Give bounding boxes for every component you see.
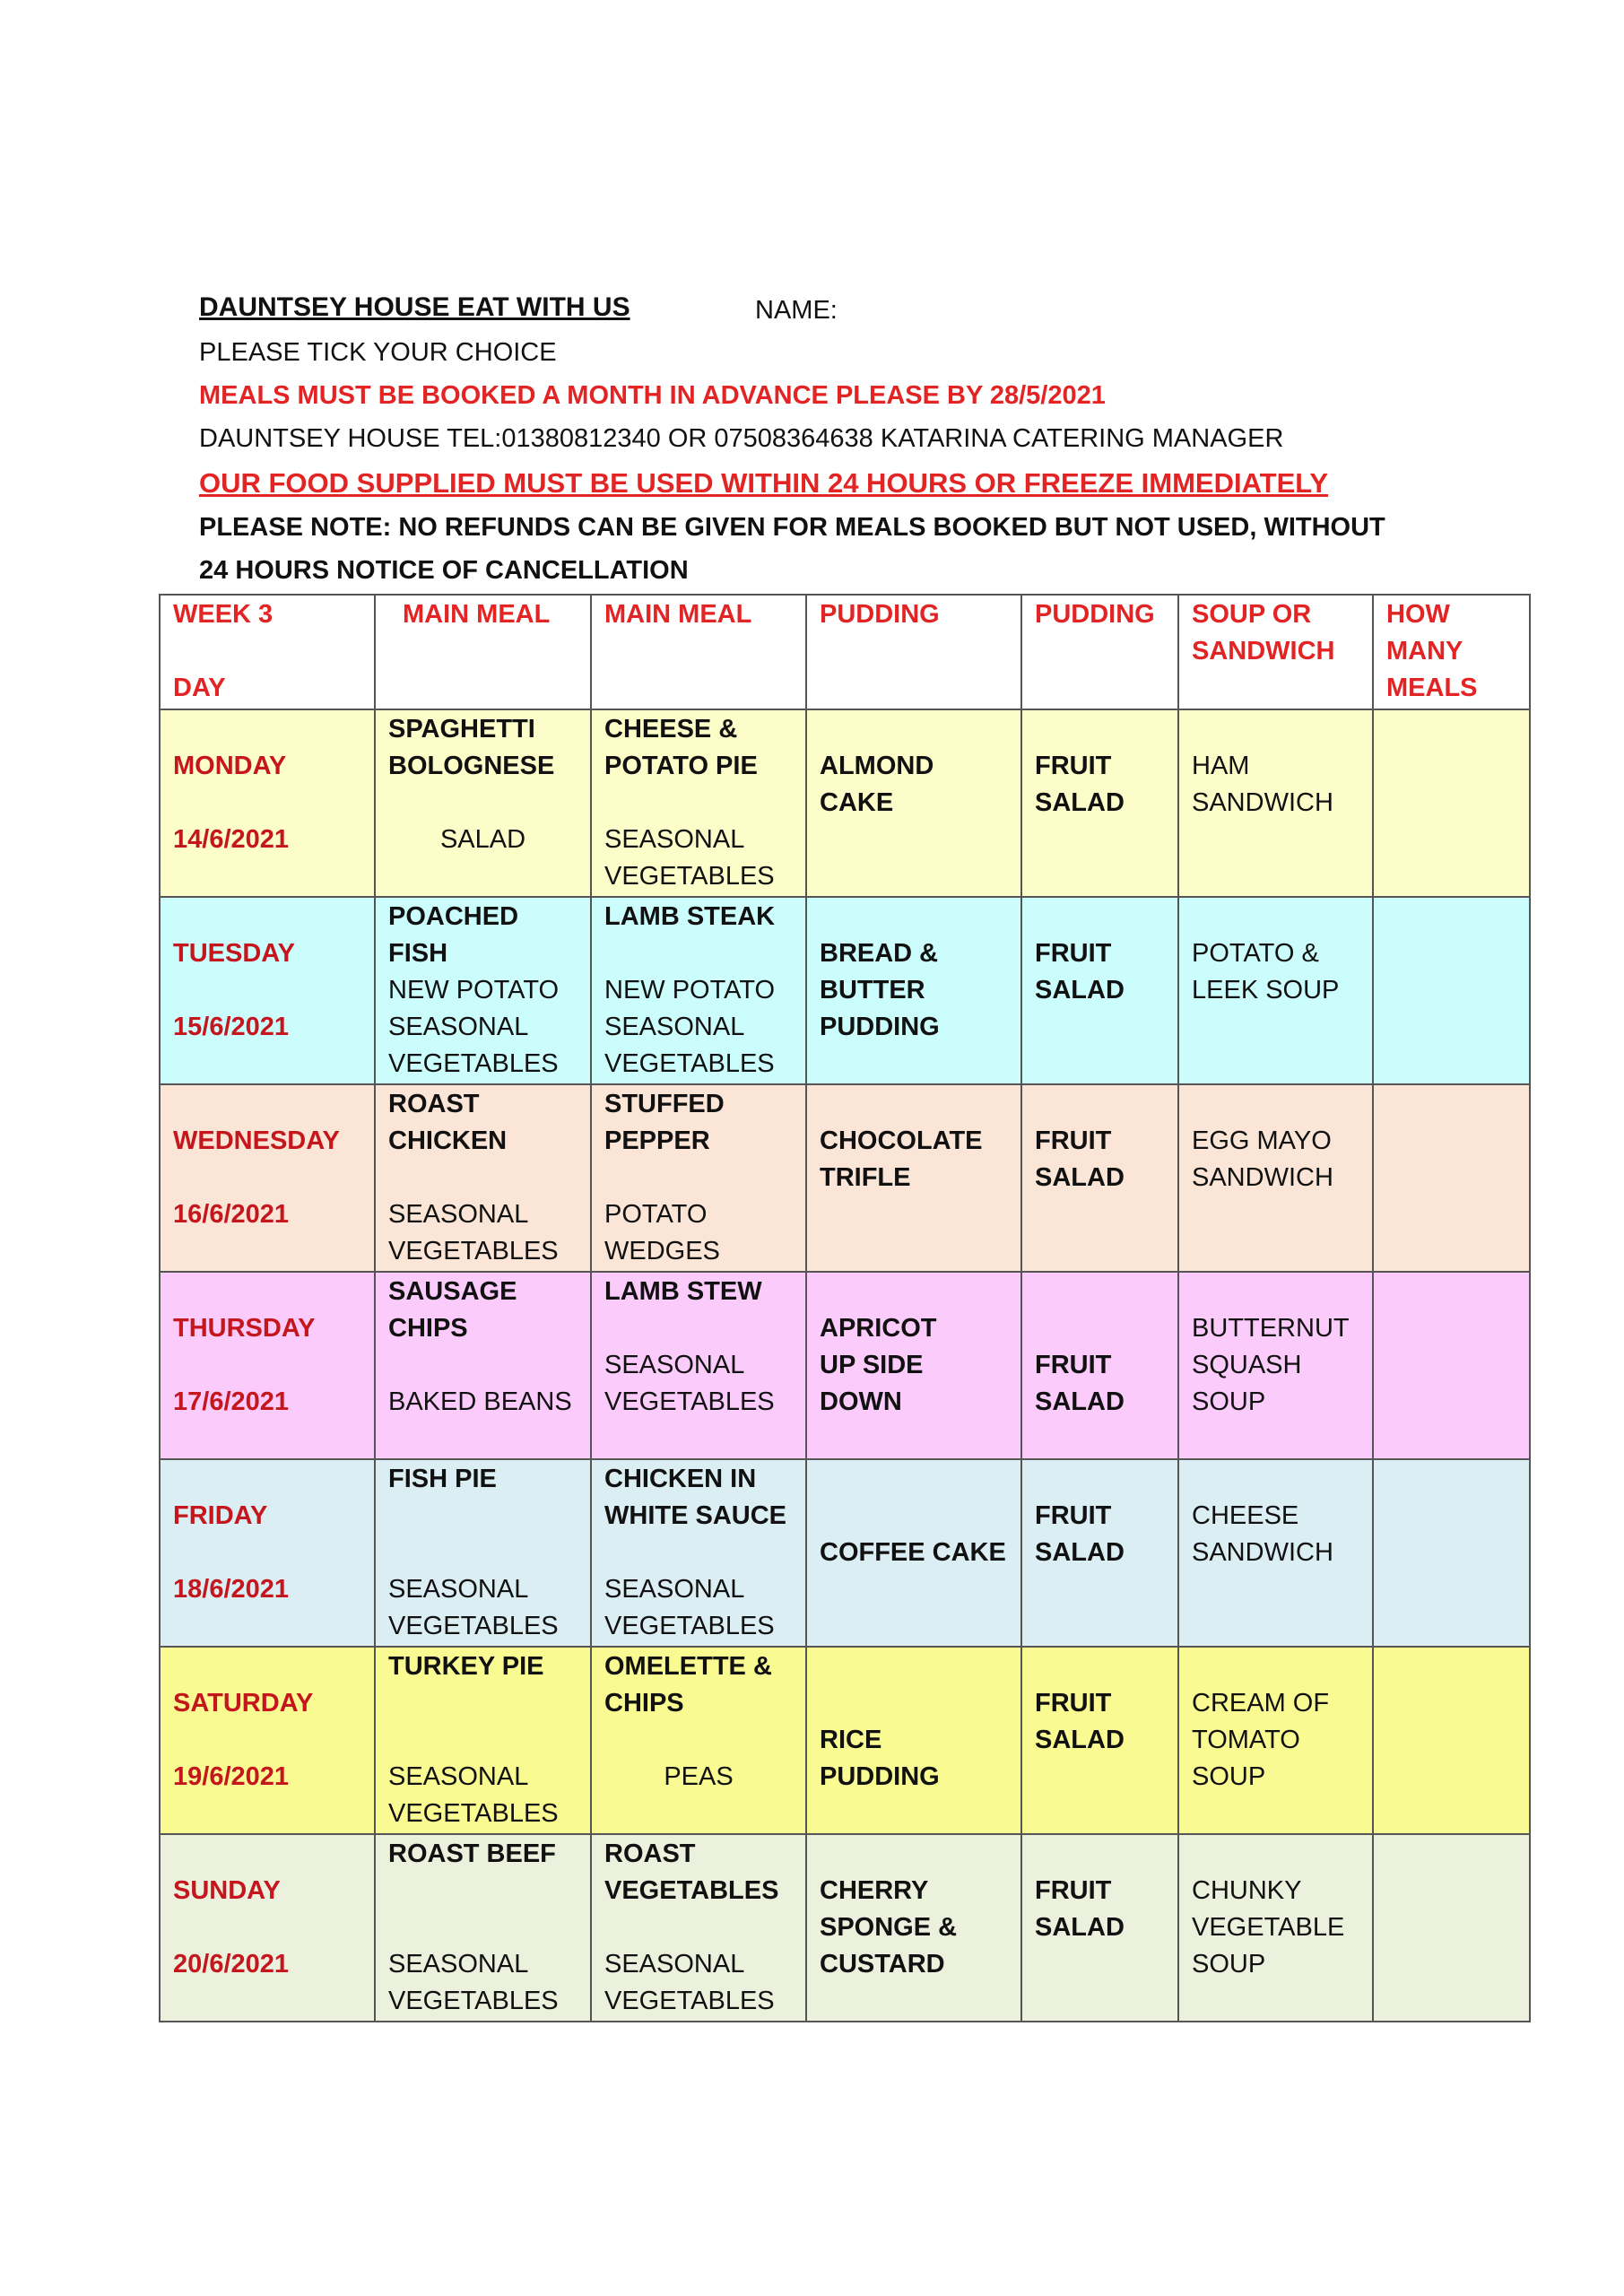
contact-line: DAUNTSEY HOUSE TEL:01380812340 OR 07508364638 KATARINA CATERING MANAGER — [199, 424, 1284, 453]
header-pudding-1: PUDDING — [806, 595, 1021, 709]
day-cell — [160, 897, 375, 1084]
soup-sandwich-option[interactable]: HAM SANDWICH — [1178, 709, 1373, 897]
day-name: SUNDAY — [173, 1876, 281, 1905]
header-row — [160, 595, 1530, 709]
name-label: NAME: — [755, 296, 838, 325]
main-meal-2-option[interactable]: LAMB STEAK NEW POTATO SEASONAL VEGETABLES — [591, 897, 806, 1084]
main-meal-1-option[interactable]: TURKEY PIE SEASONAL VEGETABLES — [375, 1647, 591, 1834]
header-week: WEEK 3 — [173, 600, 274, 629]
soup-sandwich-option[interactable]: CREAM OF TOMATO SOUP — [1178, 1647, 1373, 1834]
main-meal-1-option[interactable]: POACHED FISH NEW POTATO SEASONAL VEGETABLES — [375, 897, 591, 1084]
how-many-meals-input[interactable] — [1373, 1272, 1530, 1459]
day-row-monday — [160, 709, 1530, 897]
soup-sandwich-option[interactable]: EGG MAYO SANDWICH — [1178, 1084, 1373, 1272]
menu-table — [159, 594, 1531, 2022]
day-date: 17/6/2021 — [173, 1387, 290, 1416]
pudding-2-option[interactable]: FRUIT SALAD — [1021, 709, 1178, 897]
day-date: 18/6/2021 — [173, 1575, 290, 1604]
main-meal-1-option[interactable]: SAUSAGE CHIPS BAKED BEANS — [375, 1272, 591, 1459]
header-week-day — [160, 595, 375, 709]
pudding-1-option[interactable]: APRICOT UP SIDE DOWN — [806, 1272, 1021, 1459]
day-row-thursday — [160, 1272, 1530, 1459]
day-date: 16/6/2021 — [173, 1200, 290, 1229]
pudding-1-option[interactable]: CHERRY SPONGE & CUSTARD — [806, 1834, 1021, 2022]
day-date: 19/6/2021 — [173, 1762, 290, 1791]
main-meal-2-option[interactable]: CHICKEN IN WHITE SAUCE SEASONAL VEGETABLES — [591, 1459, 806, 1647]
how-many-meals-input[interactable] — [1373, 1647, 1530, 1834]
soup-sandwich-option[interactable]: POTATO & LEEK SOUP — [1178, 897, 1373, 1084]
pudding-1-option[interactable]: CHOCOLATE TRIFLE — [806, 1084, 1021, 1272]
how-many-meals-input[interactable] — [1373, 1459, 1530, 1647]
pudding-2-option[interactable]: FRUIT SALAD — [1021, 1272, 1178, 1459]
day-date: 15/6/2021 — [173, 1013, 290, 1041]
main-meal-2-option[interactable]: STUFFED PEPPER POTATO WEDGES — [591, 1084, 806, 1272]
soup-sandwich-option[interactable]: BUTTERNUT SQUASH SOUP — [1178, 1272, 1373, 1459]
pudding-1-option[interactable]: COFFEE CAKE — [806, 1459, 1021, 1647]
day-name: WEDNESDAY — [173, 1126, 340, 1155]
main-meal-1-option[interactable]: FISH PIE SEASONAL VEGETABLES — [375, 1459, 591, 1647]
day-date: 20/6/2021 — [173, 1950, 290, 1979]
day-name: THURSDAY — [173, 1314, 316, 1343]
pudding-2-option[interactable]: FRUIT SALAD — [1021, 1647, 1178, 1834]
day-cell — [160, 1084, 375, 1272]
main-meal-2-option[interactable]: ROAST VEGETABLES SEASONAL VEGETABLES — [591, 1834, 806, 2022]
tick-instruction: PLEASE TICK YOUR CHOICE — [199, 338, 557, 367]
day-cell — [160, 1459, 375, 1647]
header-day: DAY — [173, 674, 226, 702]
main-meal-1-option[interactable]: ROAST BEEF SEASONAL VEGETABLES — [375, 1834, 591, 2022]
header-soup-sandwich: SOUP OR SANDWICH — [1178, 595, 1373, 709]
main-meal-2-option[interactable]: LAMB STEW SEASONAL VEGETABLES — [591, 1272, 806, 1459]
how-many-meals-input[interactable] — [1373, 709, 1530, 897]
pudding-2-option[interactable]: FRUIT SALAD — [1021, 897, 1178, 1084]
day-name: FRIDAY — [173, 1501, 268, 1530]
header-main-meal-2: MAIN MEAL — [591, 595, 806, 709]
header-main-meal-1: MAIN MEAL — [375, 595, 591, 709]
main-meal-2-option[interactable]: OMELETTE & CHIPS PEAS — [591, 1647, 806, 1834]
pudding-1-option[interactable]: BREAD & BUTTER PUDDING — [806, 897, 1021, 1084]
pudding-1-option[interactable]: RICE PUDDING — [806, 1647, 1021, 1834]
how-many-meals-input[interactable] — [1373, 1084, 1530, 1272]
day-cell — [160, 1834, 375, 2022]
how-many-meals-input[interactable] — [1373, 897, 1530, 1084]
day-row-sunday — [160, 1834, 1530, 2022]
refund-note-line-2: 24 HOURS NOTICE OF CANCELLATION — [199, 556, 689, 585]
day-cell — [160, 709, 375, 897]
pudding-2-option[interactable]: FRUIT SALAD — [1021, 1834, 1178, 2022]
pudding-1-option[interactable]: ALMOND CAKE — [806, 709, 1021, 897]
day-name: SATURDAY — [173, 1689, 314, 1718]
day-date: 14/6/2021 — [173, 825, 290, 854]
header-pudding-2: PUDDING — [1021, 595, 1178, 709]
day-cell — [160, 1272, 375, 1459]
refund-note-line-1: PLEASE NOTE: NO REFUNDS CAN BE GIVEN FOR MEALS BOOKED BUT NOT USED, WITHOUT — [199, 513, 1385, 542]
day-name: MONDAY — [173, 752, 287, 780]
day-name: TUESDAY — [173, 939, 295, 968]
soup-sandwich-option[interactable]: CHEESE SANDWICH — [1178, 1459, 1373, 1647]
soup-sandwich-option[interactable]: CHUNKY VEGETABLE SOUP — [1178, 1834, 1373, 2022]
main-meal-1-option[interactable]: SPAGHETTI BOLOGNESE SALAD — [375, 709, 591, 897]
main-meal-1-option[interactable]: ROAST CHICKEN SEASONAL VEGETABLES — [375, 1084, 591, 1272]
header-how-many: HOW MANY MEALS — [1373, 595, 1530, 709]
booking-deadline-notice: MEALS MUST BE BOOKED A MONTH IN ADVANCE PLEASE BY 28/5/2021 — [199, 381, 1106, 410]
pudding-2-option[interactable]: FRUIT SALAD — [1021, 1459, 1178, 1647]
day-row-tuesday — [160, 897, 1530, 1084]
day-row-saturday — [160, 1647, 1530, 1834]
pudding-2-option[interactable]: FRUIT SALAD — [1021, 1084, 1178, 1272]
day-row-wednesday — [160, 1084, 1530, 1272]
day-row-friday — [160, 1459, 1530, 1647]
page-title: DAUNTSEY HOUSE EAT WITH US — [199, 292, 630, 322]
main-meal-2-option[interactable]: CHEESE & POTATO PIE SEASONAL VEGETABLES — [591, 709, 806, 897]
how-many-meals-input[interactable] — [1373, 1834, 1530, 2022]
food-warning: OUR FOOD SUPPLIED MUST BE USED WITHIN 24 HOURS OR FREEZE IMMEDIATELY — [199, 467, 1329, 499]
day-cell — [160, 1647, 375, 1834]
